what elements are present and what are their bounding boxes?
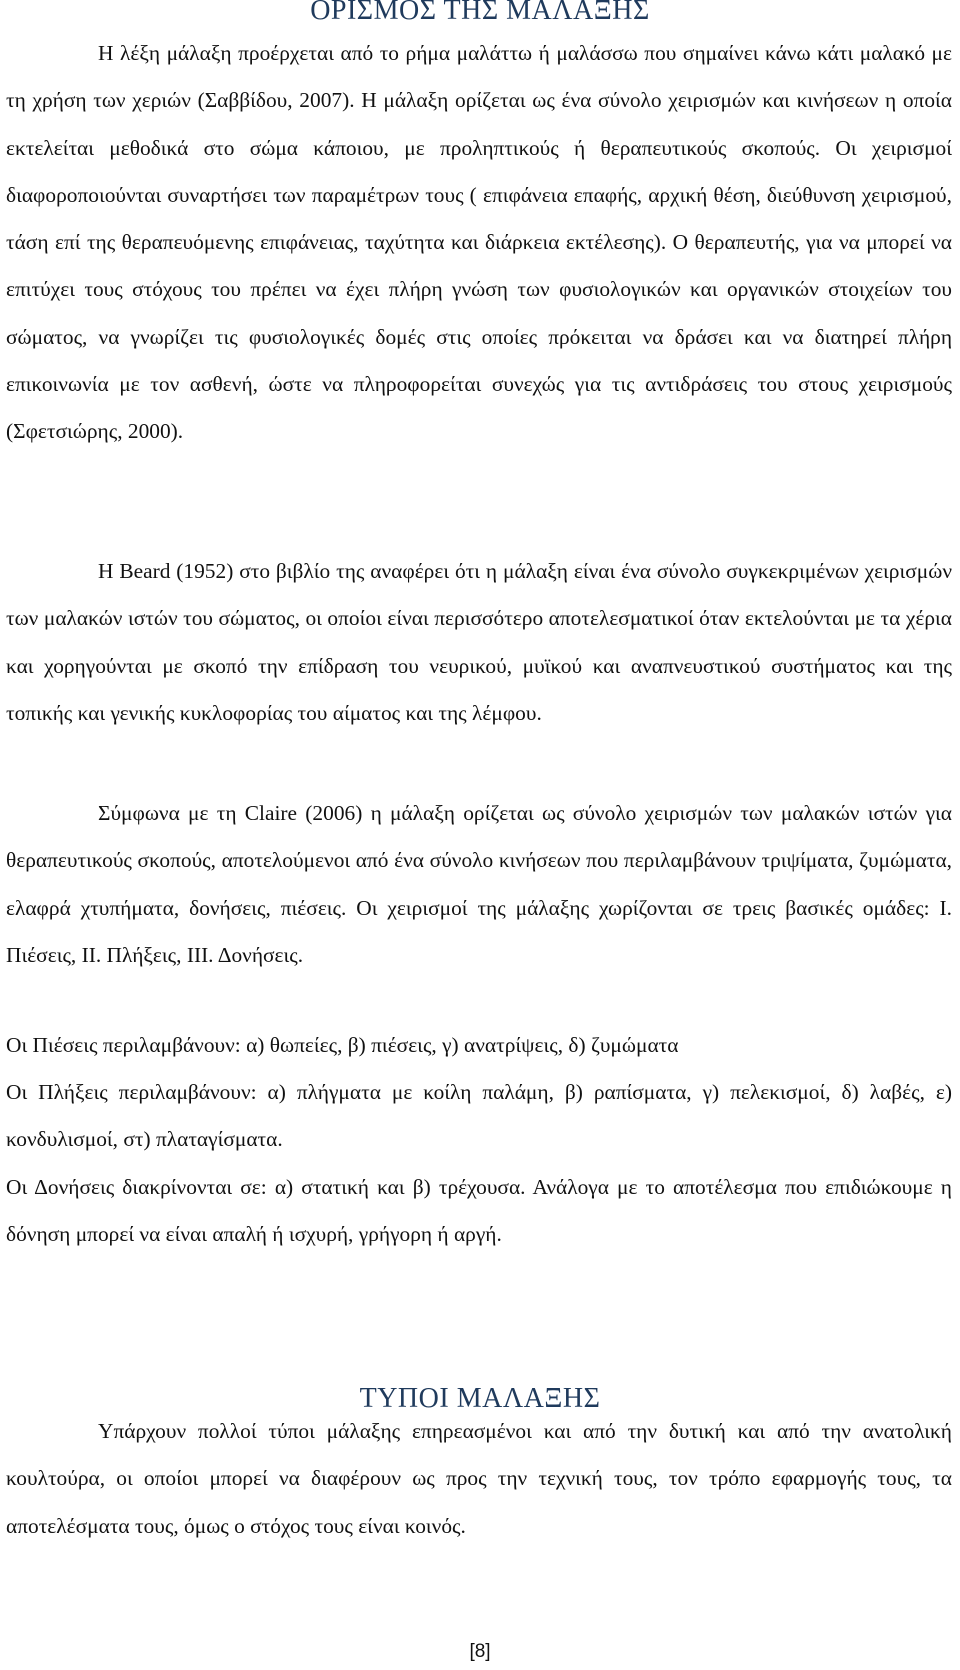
section-heading-types: ΤΥΠΟΙ ΜΑΛΑΞΗΣ: [359, 1383, 601, 1414]
paragraph-beard: Η Beard (1952) στο βιβλίο της αναφέρει ότι η μάλαξη είναι ένα σύνολο συγκεκριμένων χειρισμών των μαλακών ιστών του σώματος, οι οποίοι είναι περισσότερο αποτελεσματικοί όταν εκτελούνται με τα χέρια και χορηγούνται με σκοπό την επίδραση του νευρικού, μυϊκού και αναπνευστικού συστήματος και της τοπικής και γενικής κυκλοφορίας του αίματος και της λέμφου.: [6, 559, 952, 725]
paragraph-claire: Σύμφωνα με τη Claire (2006) η μάλαξη ορίζεται ως σύνολο χειρισμών των μαλακών ιστών για θεραπευτικούς σκοπούς, αποτελούμενοι από ένα σύνολο κινήσεων που περιλαμβάνουν τριψίματα, ζυμώματα, ελαφρά χτυπήματα, δονήσεις, πιέσεις. Οι χειρισμοί της μάλαξης χωρίζονται σε τρεις βασικές ομάδες: Ι. Πιέσεις, ΙΙ. Πλήξεις, ΙΙΙ. Δονήσεις.: [6, 801, 952, 967]
paragraph-definition: Η λέξη μάλαξη προέρχεται από το ρήμα μαλάττω ή μαλάσσω που σημαίνει κάνω κάτι μαλακό με τη χρήση των χεριών (Σαββίδου, 2007). Η μάλαξη ορίζεται ως ένα σύνολο χειρισμών και κινήσεων η οποία εκτελείται μεθοδικά στο σώμα κάποιου, με προληπτικούς ή θεραπευτικούς σκοπούς. Οι χειρισμοί διαφοροποιούνται συναρτήσει των παραμέτρων τους ( επιφάνεια επαφής, αρχική θέση, διεύθυνση χειρισμού, τάση επί της θεραπευόμενης επιφάνειας, ταχύτητα και διάρκεια εκτέλεσης). Ο θεραπευτής, για να μπορεί να επιτύχει τους στόχους του πρέπει να έχει πλήρη γνώση των φυσιολογικών και οργανικών στοιχείων του σώματος, να γνωρίζει τις φυσιολογικές δομές στις οποίες πρόκειται να δράσει και να διατηρεί πλήρη επικοινωνία με τον ασθενή, ώστε να πληροφορείται συνεχώς για τις αντιδράσεις του στους χειρισμούς (Σφετσιώρης, 2000).: [6, 41, 952, 444]
paragraph-strikes: Οι Πλήξεις περιλαμβάνουν: α) πλήγματα με κοίλη παλάμη, β) ραπίσματα, γ) πελεκισμοί, δ) λαβές, ε) κονδυλισμοί, στ) πλαταγίσματα.: [6, 1080, 952, 1152]
page-number: [8]: [469, 1641, 491, 1662]
section-heading-definition: ΟΡΙΣΜΟΣ ΤΗΣ ΜΑΛΑΞΗΣ: [310, 0, 650, 26]
paragraph-types: Υπάρχουν πολλοί τύποι μάλαξης επηρεασμένοι και από την δυτική και από την ανατολική κουλτούρα, οι οποίοι μπορεί να διαφέρουν ως προς την τεχνική τους, τον τρόπο εφαρμογής τους, τα αποτελέσματα τους, όμως ο στόχος τους είναι κοινός.: [6, 1419, 952, 1538]
paragraph-pressures: Οι Πιέσεις περιλαμβάνουν: α) θωπείες, β) πιέσεις, γ) ανατρίψεις, δ) ζυμώματα: [6, 1033, 679, 1057]
paragraph-vibrations: Οι Δονήσεις διακρίνονται σε: α) στατική και β) τρέχουσα. Ανάλογα με το αποτέλεσμα που επιδιώκουμε η δόνηση μπορεί να είναι απαλή ή ισχυρή, γρήγορη ή αργή.: [6, 1175, 952, 1247]
